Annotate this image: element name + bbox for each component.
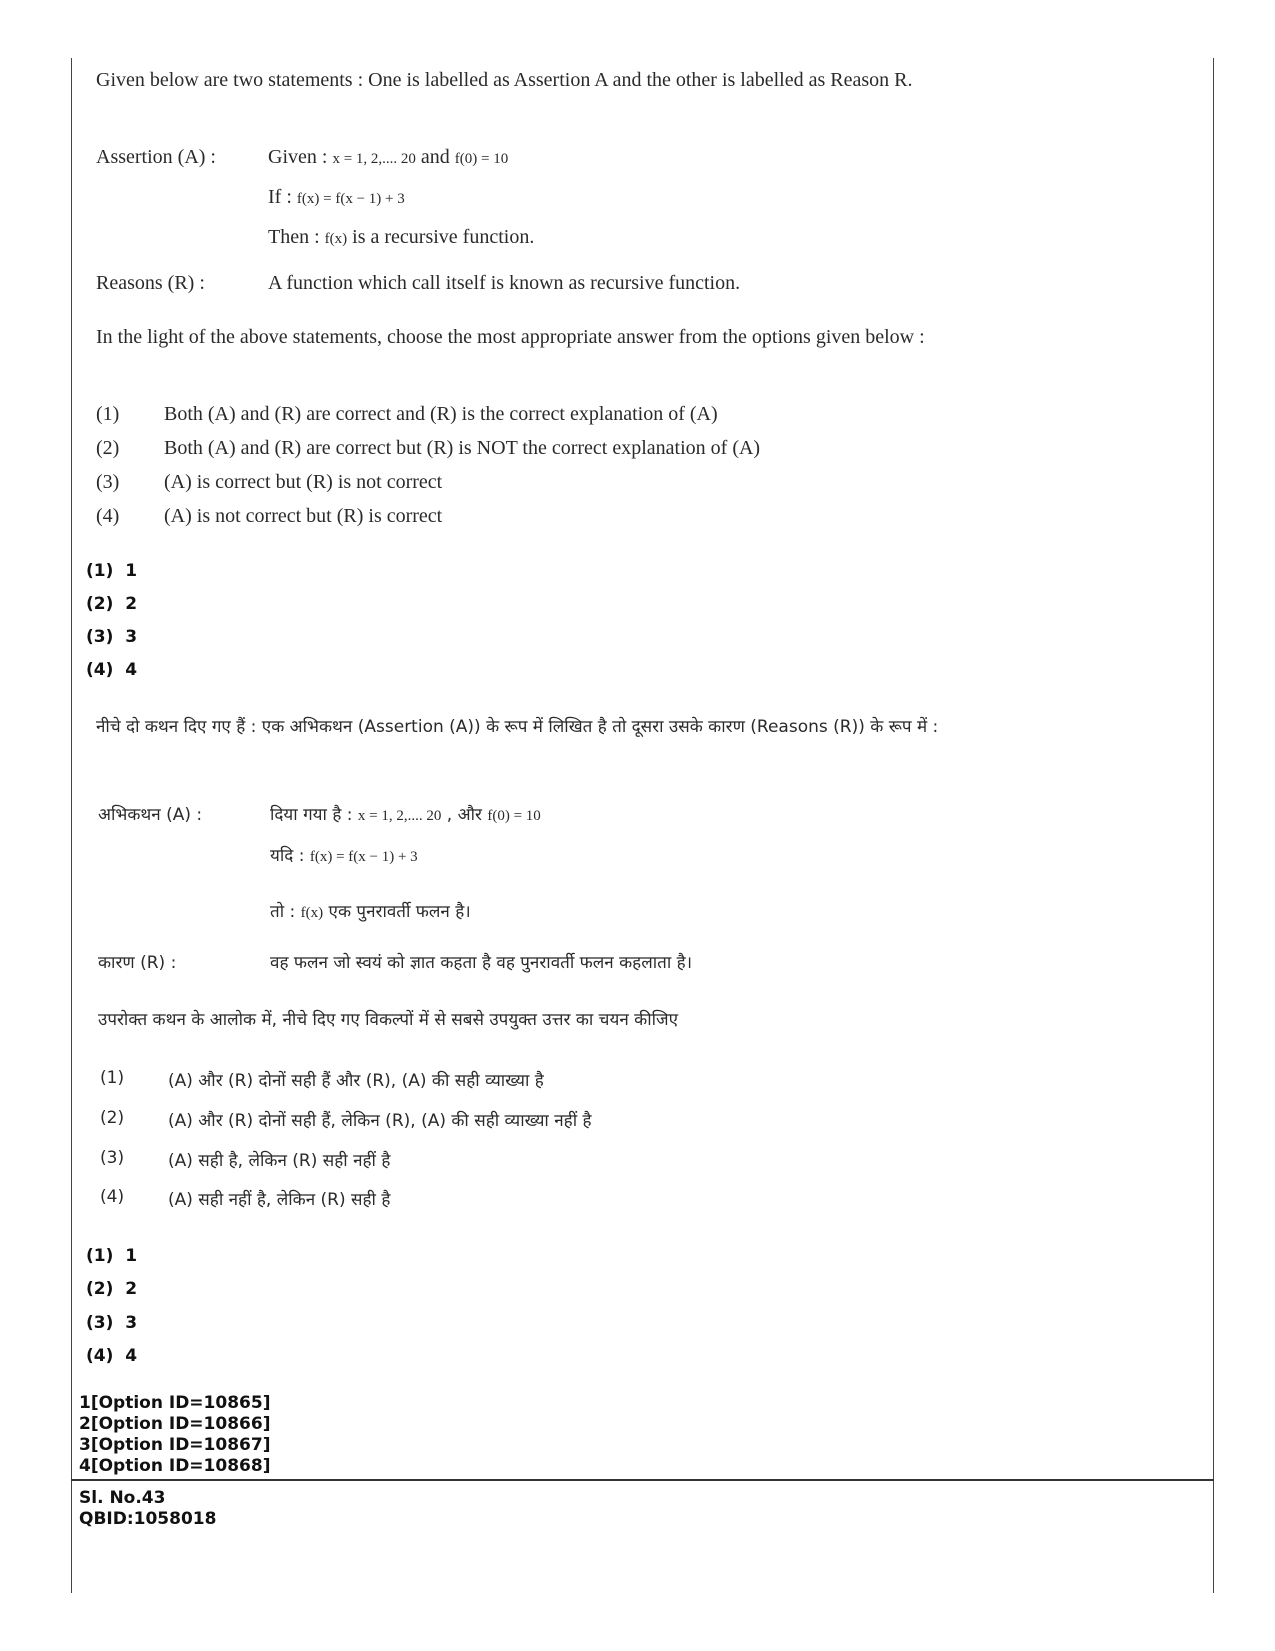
given-f0: f(0) = 10 xyxy=(454,151,509,167)
hindi-given-math: x = 1, 2,.... 20 xyxy=(357,808,442,824)
hindi-then-line xyxy=(270,899,471,922)
right-border xyxy=(1213,58,1214,1593)
hindi-if-math: f(x) = f(x − 1) + 3 xyxy=(309,849,418,865)
english-assertion-label: Assertion (A) : xyxy=(96,146,216,168)
hindi-if-prefix: यदि : xyxy=(270,846,305,866)
hindi-then-math: f(x) xyxy=(300,905,324,921)
left-border xyxy=(71,58,72,1593)
english-reason-label: Reasons (R) : xyxy=(96,272,205,294)
serial-number: Sl. No.43 xyxy=(79,1488,166,1508)
english-option-text: Both (A) and (R) are correct and (R) is the correct explanation of (A) xyxy=(164,403,718,425)
hindi-given-and: , और xyxy=(446,805,482,825)
english-intro: Given below are two statements : One is labelled as Assertion A and the other is labelled as Reason R. xyxy=(96,69,913,91)
hindi-given-line xyxy=(270,802,541,825)
answer-choice[interactable]: (4) 4 xyxy=(86,1346,138,1366)
if-prefix: If : xyxy=(268,186,292,208)
hindi-reason-label: कारण (R) : xyxy=(98,953,177,973)
given-and: and xyxy=(420,146,450,168)
hindi-given-prefix: दिया गया है : xyxy=(270,805,353,825)
hindi-option-num: (3) xyxy=(100,1148,125,1168)
then-math: f(x) xyxy=(324,231,348,247)
option-id: 1[Option ID=10865] xyxy=(79,1393,271,1413)
hindi-then-prefix: तो : xyxy=(270,902,296,922)
hindi-given-f0: f(0) = 10 xyxy=(487,808,541,824)
hindi-option-text: (A) सही नहीं है, लेकिन (R) सही है xyxy=(168,1190,391,1210)
hindi-then-suffix: एक पुनरावर्ती फलन है। xyxy=(328,902,471,922)
english-option-num: (4) xyxy=(96,505,120,527)
hindi-reason-text: वह फलन जो स्वयं को ज्ञात कहता है वह पुनरावर्ती फलन कहलाता है। xyxy=(270,953,693,973)
section-divider xyxy=(71,1479,1214,1481)
option-id: 3[Option ID=10867] xyxy=(79,1435,271,1455)
hindi-intro: नीचे दो कथन दिए गए हैं : एक अभिकथन (Assertion (A)) के रूप में लिखित है तो दूसरा उसके कारण (Reasons (R)) के रूप में : xyxy=(96,717,939,737)
english-option-num: (1) xyxy=(96,403,120,425)
option-id: 2[Option ID=10866] xyxy=(79,1414,271,1434)
hindi-option-num: (2) xyxy=(100,1108,125,1128)
then-prefix: Then : xyxy=(268,226,320,248)
english-prompt: In the light of the above statements, choose the most appropriate answer from the options given below : xyxy=(96,326,925,348)
hindi-option-text: (A) सही है, लेकिन (R) सही नहीं है xyxy=(168,1151,391,1171)
hindi-option-num: (4) xyxy=(100,1187,125,1207)
if-math: f(x) = f(x − 1) + 3 xyxy=(296,191,405,207)
answer-choice[interactable]: (1) 1 xyxy=(86,561,138,581)
given-prefix: Given : xyxy=(268,146,328,168)
then-suffix: is a recursive function. xyxy=(352,226,535,248)
hindi-assertion-label: अभिकथन (A) : xyxy=(98,805,203,825)
answer-choice[interactable]: (2) 2 xyxy=(86,1279,138,1299)
english-option-text: (A) is not correct but (R) is correct xyxy=(164,505,443,527)
english-option-num: (3) xyxy=(96,471,120,493)
answer-choice[interactable]: (1) 1 xyxy=(86,1246,138,1266)
qbid: QBID:1058018 xyxy=(79,1509,217,1529)
hindi-prompt: उपरोक्त कथन के आलोक में, नीचे दिए गए विकल्पों में से सबसे उपयुक्त उत्तर का चयन कीजिए xyxy=(98,1010,679,1030)
answer-choice[interactable]: (2) 2 xyxy=(86,594,138,614)
english-option-text: (A) is correct but (R) is not correct xyxy=(164,471,443,493)
english-if-line xyxy=(268,186,405,209)
hindi-option-text: (A) और (R) दोनों सही हैं, लेकिन (R), (A) की सही व्याख्या नहीं है xyxy=(168,1111,592,1131)
english-option-num: (2) xyxy=(96,437,120,459)
answer-choice[interactable]: (3) 3 xyxy=(86,627,138,647)
english-option-text: Both (A) and (R) are correct but (R) is NOT the correct explanation of (A) xyxy=(164,437,761,459)
english-given-line xyxy=(268,146,508,169)
given-math: x = 1, 2,.... 20 xyxy=(332,151,416,167)
english-then-line xyxy=(268,226,534,249)
hindi-option-num: (1) xyxy=(100,1068,125,1088)
hindi-option-text: (A) और (R) दोनों सही हैं और (R), (A) की सही व्याख्या है xyxy=(168,1071,544,1091)
answer-choice[interactable]: (3) 3 xyxy=(86,1313,138,1333)
english-reason-text: A function which call itself is known as recursive function. xyxy=(268,272,741,294)
answer-choice[interactable]: (4) 4 xyxy=(86,660,138,680)
hindi-if-line xyxy=(270,843,418,866)
option-id: 4[Option ID=10868] xyxy=(79,1456,271,1476)
